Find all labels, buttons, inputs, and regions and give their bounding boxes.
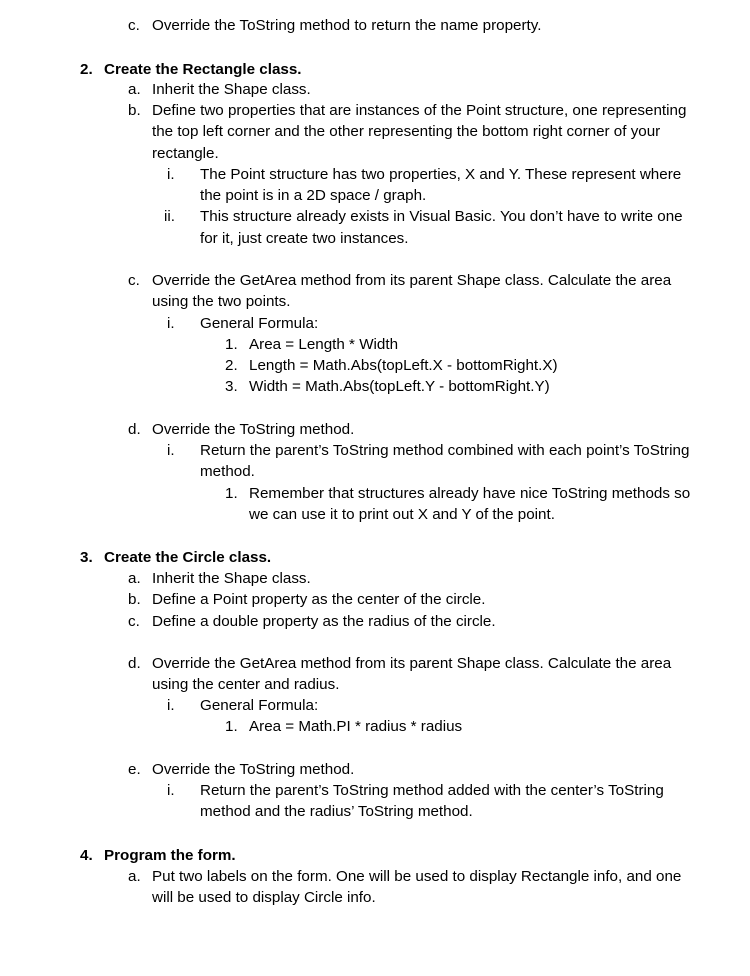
circle-tostring-text: Override the ToString method.	[152, 761, 355, 778]
rect-properties-line-3: rectangle.	[152, 145, 219, 162]
item-marker: i.	[167, 697, 175, 714]
rect-properties-line-1: Define two properties that are instances of the Point structure, one representing	[152, 102, 687, 119]
form-labels-line-1: Put two labels on the form. One will be used to display Rectangle info, and one	[152, 868, 682, 885]
override-tostring-name: Override the ToString method to return the name property.	[152, 17, 542, 34]
item-marker: 1.	[225, 718, 238, 735]
rect-tostring-text: Override the ToString method.	[152, 421, 355, 438]
item-marker: i.	[167, 442, 175, 459]
formula-area: Area = Length * Width	[249, 336, 399, 353]
circle-return-line-1: Return the parent’s ToString method added with the center’s ToString	[200, 782, 664, 799]
item-marker: a.	[128, 868, 141, 885]
structure-exists-line-2: for it, just create two instances.	[200, 230, 409, 247]
formula-length: Length = Math.Abs(topLeft.X - bottomRight.X)	[249, 357, 558, 374]
formula-circle-area: Area = Math.PI * radius * radius	[249, 718, 463, 735]
section-number: 3.	[80, 549, 93, 566]
item-marker: c.	[128, 17, 140, 34]
general-formula-label: General Formula:	[200, 697, 319, 714]
circle-return-line-2: method and the radius’ ToString method.	[200, 803, 473, 820]
item-marker: 3.	[225, 378, 238, 395]
point-structure-line-1: The Point structure has two properties, X and Y. These represent where	[200, 166, 682, 183]
rect-inherit-text: Inherit the Shape class.	[152, 81, 311, 98]
item-marker: c.	[128, 272, 140, 289]
item-marker: ii.	[164, 208, 175, 225]
circle-radius-text: Define a double property as the radius of the circle.	[152, 613, 496, 630]
item-marker: d.	[128, 421, 141, 438]
section-heading-form: Program the form.	[104, 847, 236, 864]
item-marker: i.	[167, 315, 175, 332]
rect-getarea-line-2: using the two points.	[152, 293, 291, 310]
circle-center-text: Define a Point property as the center of the circle.	[152, 591, 486, 608]
formula-width: Width = Math.Abs(topLeft.Y - bottomRight.Y)	[249, 378, 550, 395]
item-marker: b.	[128, 102, 141, 119]
section-heading-rectangle: Create the Rectangle class.	[104, 61, 302, 78]
rect-getarea-line-1: Override the GetArea method from its parent Shape class. Calculate the area	[152, 272, 672, 289]
circle-getarea-line-1: Override the GetArea method from its parent Shape class. Calculate the area	[152, 655, 672, 672]
item-marker: d.	[128, 655, 141, 672]
rect-properties-line-2: the top left corner and the other representing the bottom right corner of your	[152, 123, 661, 140]
point-structure-line-2: the point is in a 2D space / graph.	[200, 187, 427, 204]
item-marker: 1.	[225, 485, 238, 502]
item-marker: e.	[128, 761, 141, 778]
item-marker: a.	[128, 81, 141, 98]
item-marker: i.	[167, 166, 175, 183]
section-number: 2.	[80, 61, 93, 78]
item-marker: 1.	[225, 336, 238, 353]
item-marker: c.	[128, 613, 140, 630]
item-marker: 2.	[225, 357, 238, 374]
circle-inherit-text: Inherit the Shape class.	[152, 570, 311, 587]
return-parent-line-1: Return the parent’s ToString method combined with each point’s ToString	[200, 442, 690, 459]
form-labels-line-2: will be used to display Circle info.	[152, 889, 376, 906]
item-marker: i.	[167, 782, 175, 799]
section-heading-circle: Create the Circle class.	[104, 549, 272, 566]
return-parent-line-2: method.	[200, 463, 255, 480]
circle-getarea-line-2: using the center and radius.	[152, 676, 340, 693]
remember-line-2: we can use it to print out X and Y of the point.	[249, 506, 555, 523]
remember-line-1: Remember that structures already have nice ToString methods so	[249, 485, 691, 502]
item-marker: a.	[128, 570, 141, 587]
item-marker: b.	[128, 591, 141, 608]
general-formula-label: General Formula:	[200, 315, 319, 332]
structure-exists-line-1: This structure already exists in Visual Basic. You don’t have to write one	[200, 208, 683, 225]
section-number: 4.	[80, 847, 93, 864]
